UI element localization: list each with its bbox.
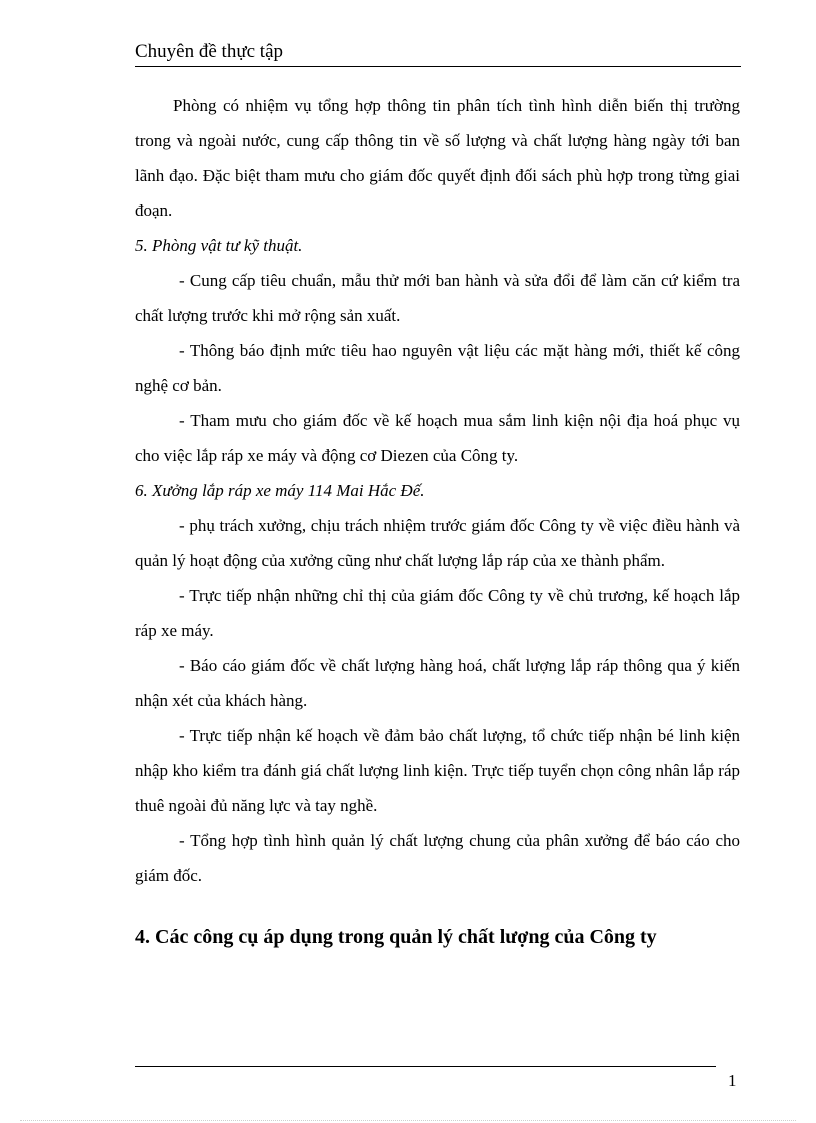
list-item: - Báo cáo giám đốc về chất lượng hàng hoá, chất lượng lắp ráp thông qua ý kiến nhận xét của khách hàng. bbox=[135, 656, 740, 710]
subheading-xuong-lap-rap: 6. Xưởng lắp ráp xe máy 114 Mai Hắc Đế. bbox=[135, 481, 425, 500]
list-item: - Cung cấp tiêu chuẩn, mẫu thử mới ban hành và sửa đổi để làm căn cứ kiểm tra chất lượng trước khi mở rộng sản xuất. bbox=[135, 271, 740, 325]
body-text bbox=[135, 88, 740, 893]
list-item: - Trực tiếp nhận kế hoạch về đảm bảo chất lượng, tổ chức tiếp nhận bé linh kiện nhập kho kiểm tra đánh giá chất lượng linh kiện. Trực tiếp tuyển chọn công nhân lắp ráp thuê ngoài đủ năng lực và tay nghề. bbox=[135, 726, 740, 815]
paragraph-intro: Phòng có nhiệm vụ tổng hợp thông tin phân tích tình hình diễn biến thị trường trong và ngoài nước, cung cấp thông tin về số lượng và chất lượng hàng ngày tới ban lãnh đạo. Đặc biệt tham mưu cho giám đốc quyết định đối sách phù hợp trong từng giai đoạn. bbox=[135, 96, 740, 220]
subheading-phong-vat-tu: 5. Phòng vật tư kỹ thuật. bbox=[135, 236, 303, 255]
header-rule bbox=[135, 66, 741, 67]
footer-rule bbox=[135, 1066, 716, 1067]
list-item: - Thông báo định mức tiêu hao nguyên vật liệu các mặt hàng mới, thiết kế công nghệ cơ bản. bbox=[135, 341, 740, 395]
list-item: - phụ trách xưởng, chịu trách nhiệm trước giám đốc Công ty về việc điều hành và quản lý hoạt động của xưởng cũng như chất lượng lắp ráp của xe thành phẩm. bbox=[135, 516, 740, 570]
section-heading: 4. Các công cụ áp dụng trong quản lý chất lượng của Công ty bbox=[135, 926, 657, 948]
page-edge bbox=[20, 1120, 796, 1121]
list-item: - Tham mưu cho giám đốc về kế hoạch mua sắm linh kiện nội địa hoá phục vụ cho việc lắp ráp xe máy và động cơ Diezen của Công ty. bbox=[135, 411, 740, 465]
list-item: - Tổng hợp tình hình quản lý chất lượng chung của phân xưởng để báo cáo cho giám đốc. bbox=[135, 831, 740, 885]
list-item: - Trực tiếp nhận những chỉ thị của giám đốc Công ty về chủ trương, kế hoạch lắp ráp xe máy. bbox=[135, 586, 740, 640]
running-header: Chuyên đề thực tập bbox=[135, 41, 284, 62]
page-number: 1 bbox=[728, 1071, 737, 1090]
